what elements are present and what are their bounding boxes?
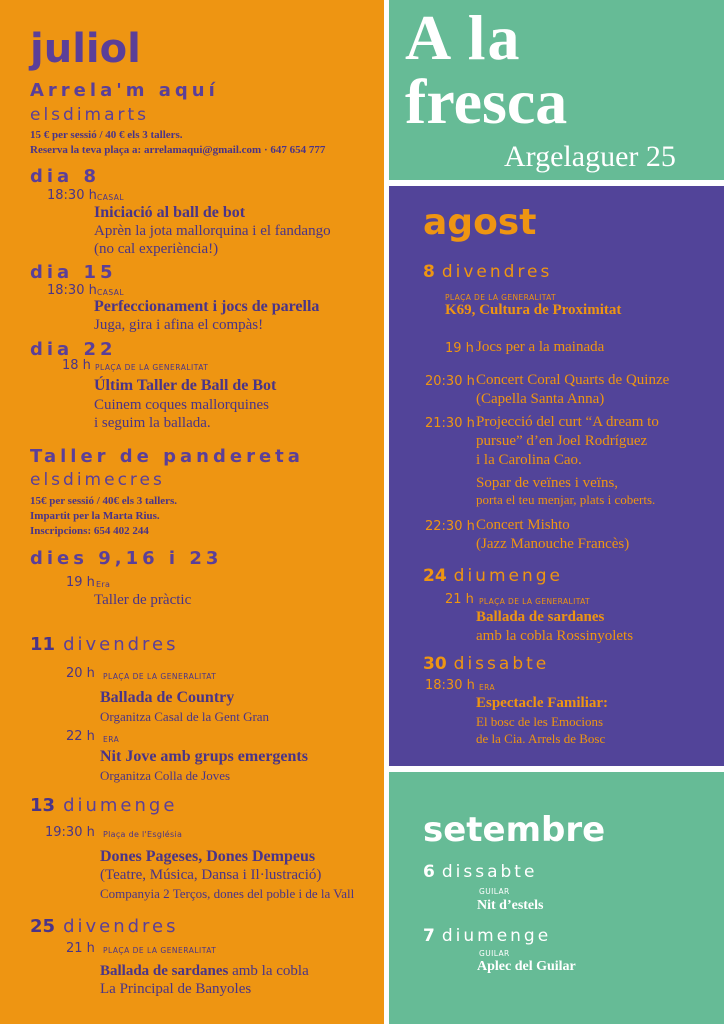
day-label: dia 8 xyxy=(30,166,100,187)
event-time: 22 h xyxy=(66,729,95,744)
series-teacher: Impartit per la Marta Rius. xyxy=(30,510,160,522)
series-weekday: elsdimecres xyxy=(30,470,165,490)
month-title-juliol: juliol xyxy=(30,26,141,72)
event-place: Plaça de l'Església xyxy=(103,830,183,839)
event-desc: (Jazz Manouche Francès) xyxy=(476,536,630,552)
event-desc: El bosc de les Emocions xyxy=(476,714,604,729)
day-number: 6 xyxy=(423,862,435,882)
event-time: 18 h xyxy=(62,358,91,373)
event-title: Espectacle Familiar: xyxy=(476,695,609,711)
event-time: 20:30 h xyxy=(425,374,475,389)
event-title: Dones Pageses, Dones Dempeus xyxy=(100,848,316,865)
event-time: 22:30 h xyxy=(425,519,475,534)
event-title: Iniciació al ball de bot xyxy=(94,204,246,221)
month-title-agost: agost xyxy=(423,202,537,243)
event-org: Organitza Casal de la Gent Gran xyxy=(100,709,270,724)
event-time: 18:30 h xyxy=(47,283,97,298)
event-desc: amb la cobla Rossinyolets xyxy=(476,628,634,644)
event-desc: Concert Mishto xyxy=(476,517,570,533)
event-place: ERA xyxy=(479,683,495,692)
series-title-arrelam: Arrela'm aquí xyxy=(30,80,219,101)
event-title: Perfeccionament i jocs de parella xyxy=(94,298,320,315)
event-desc: porta el teu menjar, plats i coberts. xyxy=(476,492,656,507)
event-place: PLAÇA DE LA GENERALITAT xyxy=(445,293,557,302)
day-weekday: divendres xyxy=(441,262,553,282)
event-title: Últim Taller de Ball de Bot xyxy=(94,377,277,394)
day-header xyxy=(30,916,179,937)
day-number: 7 xyxy=(423,926,435,946)
event-time: 20 h xyxy=(66,666,95,681)
poster-title-line1: A la xyxy=(405,2,522,73)
event-desc: (Capella Santa Anna) xyxy=(476,391,605,407)
day-label: dies 9,16 i 23 xyxy=(30,548,223,569)
event-place: PLAÇA DE LA GENERALITAT xyxy=(103,672,217,681)
event-place: ERA xyxy=(103,735,120,744)
event-desc: de la Cia. Arrels de Bosc xyxy=(476,731,606,746)
day-label: dia 22 xyxy=(30,339,117,360)
event-desc: Projecció del curt “A dream to xyxy=(476,414,659,430)
day-header xyxy=(30,795,177,816)
event-desc: i la Carolina Cao. xyxy=(476,452,582,468)
series-price: 15€ per sessió / 40€ els 3 tallers. xyxy=(30,495,178,507)
series-reserve: Reserva la teva plaça a: arrelamaqui@gmail.com · 647 654 777 xyxy=(30,144,326,156)
series-title-pandereta: Taller de pandereta xyxy=(30,446,304,467)
event-company: Companyia 2 Terços, dones del poble i de la Vall xyxy=(100,886,355,901)
setembre-panel xyxy=(389,772,724,1024)
event-title: Ballada de sardanes xyxy=(100,963,229,979)
title-panel xyxy=(389,0,724,180)
day-weekday: dissabte xyxy=(453,654,550,674)
event-title-line xyxy=(100,962,309,980)
day-number: 25 xyxy=(30,916,56,937)
event-place: PLAÇA DE LA GENERALITAT xyxy=(95,363,209,372)
day-label: dia 15 xyxy=(30,262,117,283)
event-time: 21 h xyxy=(66,941,95,956)
poster-location: Argelaguer 25 xyxy=(504,140,676,173)
day-number: 24 xyxy=(423,566,447,586)
day-header xyxy=(423,862,537,882)
event-time: 18:30 h xyxy=(47,188,97,203)
event-org: Organitza Colla de Joves xyxy=(100,768,231,783)
poster-title-line2: fresca xyxy=(405,66,568,137)
event-title: Ballada de sardanes xyxy=(476,609,605,625)
event-desc: pursue” d’en Joel Rodríguez xyxy=(476,433,648,449)
event-desc: Aprèn la jota mallorquina i el fandango xyxy=(94,223,331,239)
month-title-setembre: setembre xyxy=(423,810,606,850)
series-signup: Inscripcions: 654 402 244 xyxy=(30,525,149,537)
event-title: K69, Cultura de Proximitat xyxy=(445,302,622,318)
event-desc: Jocs per a la mainada xyxy=(476,339,605,355)
event-desc: Juga, gira i afina el compàs! xyxy=(94,317,264,333)
day-header xyxy=(423,926,551,946)
event-desc: Sopar de veïnes i veïns, xyxy=(476,475,619,491)
event-title: Nit Jove amb grups emergents xyxy=(100,748,308,765)
day-weekday: dissabte xyxy=(441,862,538,882)
event-desc: La Principal de Banyoles xyxy=(100,981,252,997)
day-weekday: diumenge xyxy=(453,566,564,586)
event-place: CASAL xyxy=(97,193,125,202)
event-title: Ballada de Country xyxy=(100,689,235,706)
day-weekday: diumenge xyxy=(63,795,178,816)
day-header xyxy=(30,634,179,655)
event-place: GUILAR xyxy=(479,887,510,896)
event-title: Nit d’estels xyxy=(477,898,544,913)
event-time: 21:30 h xyxy=(425,416,475,431)
day-number: 30 xyxy=(423,654,447,674)
event-desc: (no cal experiència!) xyxy=(94,241,219,257)
event-place: Era xyxy=(96,580,111,589)
event-place: CASAL xyxy=(97,288,125,297)
day-header xyxy=(423,566,563,586)
event-time: 19:30 h xyxy=(45,825,95,840)
event-desc: i seguim la ballada. xyxy=(94,415,211,431)
agost-panel xyxy=(389,186,724,766)
event-time: 21 h xyxy=(445,592,474,607)
day-weekday: diumenge xyxy=(441,926,552,946)
day-header xyxy=(423,654,549,674)
event-desc: Cuinem coques mallorquines xyxy=(94,397,269,413)
event-title: Aplec del Guilar xyxy=(477,959,576,974)
day-number: 8 xyxy=(423,262,435,282)
day-weekday: divendres xyxy=(63,916,179,937)
day-header xyxy=(423,262,552,282)
day-number: 13 xyxy=(30,795,56,816)
event-title: Taller de pràctic xyxy=(94,592,192,608)
event-place: PLAÇA DE LA GENERALITAT xyxy=(479,597,591,606)
event-place: GUILAR xyxy=(479,949,510,958)
event-time: 19 h xyxy=(66,575,95,590)
day-number: 11 xyxy=(30,634,56,655)
event-desc: (Teatre, Música, Dansa i Il·lustració) xyxy=(100,867,322,883)
event-time: 18:30 h xyxy=(425,678,475,693)
series-price: 15 € per sessió / 40 € els 3 tallers. xyxy=(30,129,183,141)
event-desc: Concert Coral Quarts de Quinze xyxy=(476,372,670,388)
event-title-rest: amb la cobla xyxy=(228,963,309,979)
event-place: PLAÇA DE LA GENERALITAT xyxy=(103,946,217,955)
series-weekday: elsdimarts xyxy=(30,105,150,125)
event-time: 19 h xyxy=(445,341,474,356)
day-weekday: divendres xyxy=(63,634,179,655)
